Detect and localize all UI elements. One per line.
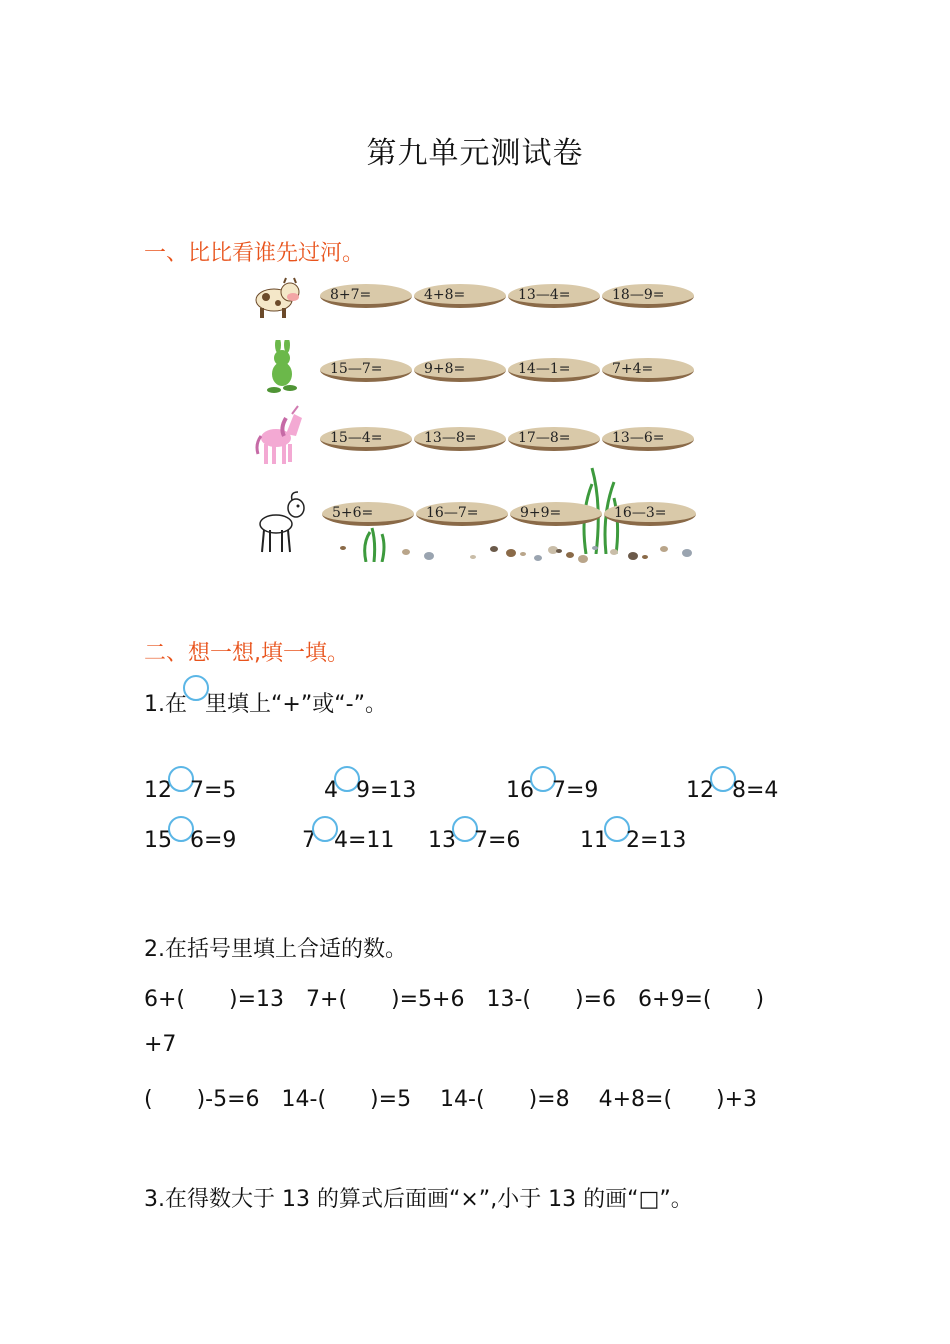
stone-equation: 16—3= (614, 505, 667, 521)
equation-left-operand: 12 (144, 778, 172, 803)
stepping-stone (510, 502, 602, 532)
stone-equation: 18—9= (612, 287, 665, 303)
q3-prompt: 3.在得数大于 13 的算式后面画“×”,小于 13 的画“□”。 (144, 1187, 693, 1212)
stepping-stone (602, 427, 694, 457)
q1-equation (428, 828, 520, 853)
stone-equation: 13—6= (612, 430, 665, 446)
q1-equation (580, 828, 686, 853)
equation-rest: 6=9 (190, 828, 237, 853)
stepping-stone (508, 284, 600, 314)
equation-left-operand: 12 (686, 778, 714, 803)
page-title: 第九单元测试卷 (366, 136, 584, 171)
q1-equation (144, 828, 236, 853)
stepping-stone (414, 427, 506, 457)
q1-prompt-start: 1.在 (144, 692, 187, 717)
equation-rest: 9=13 (356, 778, 417, 803)
equation-left-operand: 16 (506, 778, 534, 803)
stone-equation: 17—8= (518, 430, 571, 446)
equation-rest: 8=4 (732, 778, 779, 803)
q2-line-2: +7 (144, 1032, 177, 1057)
rabbit-icon (258, 340, 308, 402)
goat-icon (252, 490, 302, 552)
stone-equation: 14—1= (518, 361, 571, 377)
stepping-stone (320, 427, 412, 457)
stepping-stone (320, 358, 412, 388)
q2-line-3: ( )-5=6 14-( )=5 14-( )=8 4+8=( )+3 (144, 1087, 758, 1112)
equation-rest: 7=6 (474, 828, 521, 853)
stone-equation: 15—4= (330, 430, 383, 446)
stepping-stone (602, 284, 694, 314)
stepping-stone (508, 358, 600, 388)
q1-equation (324, 778, 416, 803)
stone-equation: 15—7= (330, 361, 383, 377)
equation-rest: 7=5 (190, 778, 237, 803)
stepping-stone (602, 358, 694, 388)
q1-prompt (144, 687, 387, 718)
equation-left-operand: 7 (302, 828, 316, 853)
stepping-stone (508, 427, 600, 457)
equation-left-operand: 11 (580, 828, 608, 853)
q1-equation (144, 778, 236, 803)
stepping-stone (320, 284, 412, 314)
equation-rest: 4=11 (334, 828, 395, 853)
equation-rest: 2=13 (626, 828, 687, 853)
stepping-stone (414, 358, 506, 388)
stepping-stone (322, 502, 414, 532)
stepping-stone (604, 502, 696, 532)
stepping-stone (416, 502, 508, 532)
stone-equation: 8+7= (330, 287, 372, 303)
q1-equation (686, 778, 778, 803)
stone-equation: 9+9= (520, 505, 562, 521)
section1-heading: 一、比比看谁先过河。 (144, 241, 365, 266)
stone-equation: 5+6= (332, 505, 374, 521)
q1-prompt-end: 里填上“+”或“-”。 (205, 692, 387, 717)
stone-equation: 13—8= (424, 430, 477, 446)
q2-line-1: 6+( )=13 7+( )=5+6 13-( )=6 6+9=( ) (144, 987, 765, 1012)
q2-prompt: 2.在括号里填上合适的数。 (144, 937, 407, 962)
cow-icon (252, 272, 302, 334)
horse-icon (252, 404, 302, 466)
equation-left-operand: 4 (324, 778, 338, 803)
equation-left-operand: 13 (428, 828, 456, 853)
equation-rest: 7=9 (552, 778, 599, 803)
stone-equation: 4+8= (424, 287, 466, 303)
stone-equation: 7+4= (612, 361, 654, 377)
q1-equation (302, 828, 394, 853)
q1-equation (506, 778, 598, 803)
section2-heading: 二、想一想,填一填。 (144, 641, 349, 666)
stone-equation: 13—4= (518, 287, 571, 303)
stone-equation: 16—7= (426, 505, 479, 521)
equation-left-operand: 15 (144, 828, 172, 853)
river-crossing-figure (0, 0, 950, 600)
stone-equation: 9+8= (424, 361, 466, 377)
stepping-stone (414, 284, 506, 314)
